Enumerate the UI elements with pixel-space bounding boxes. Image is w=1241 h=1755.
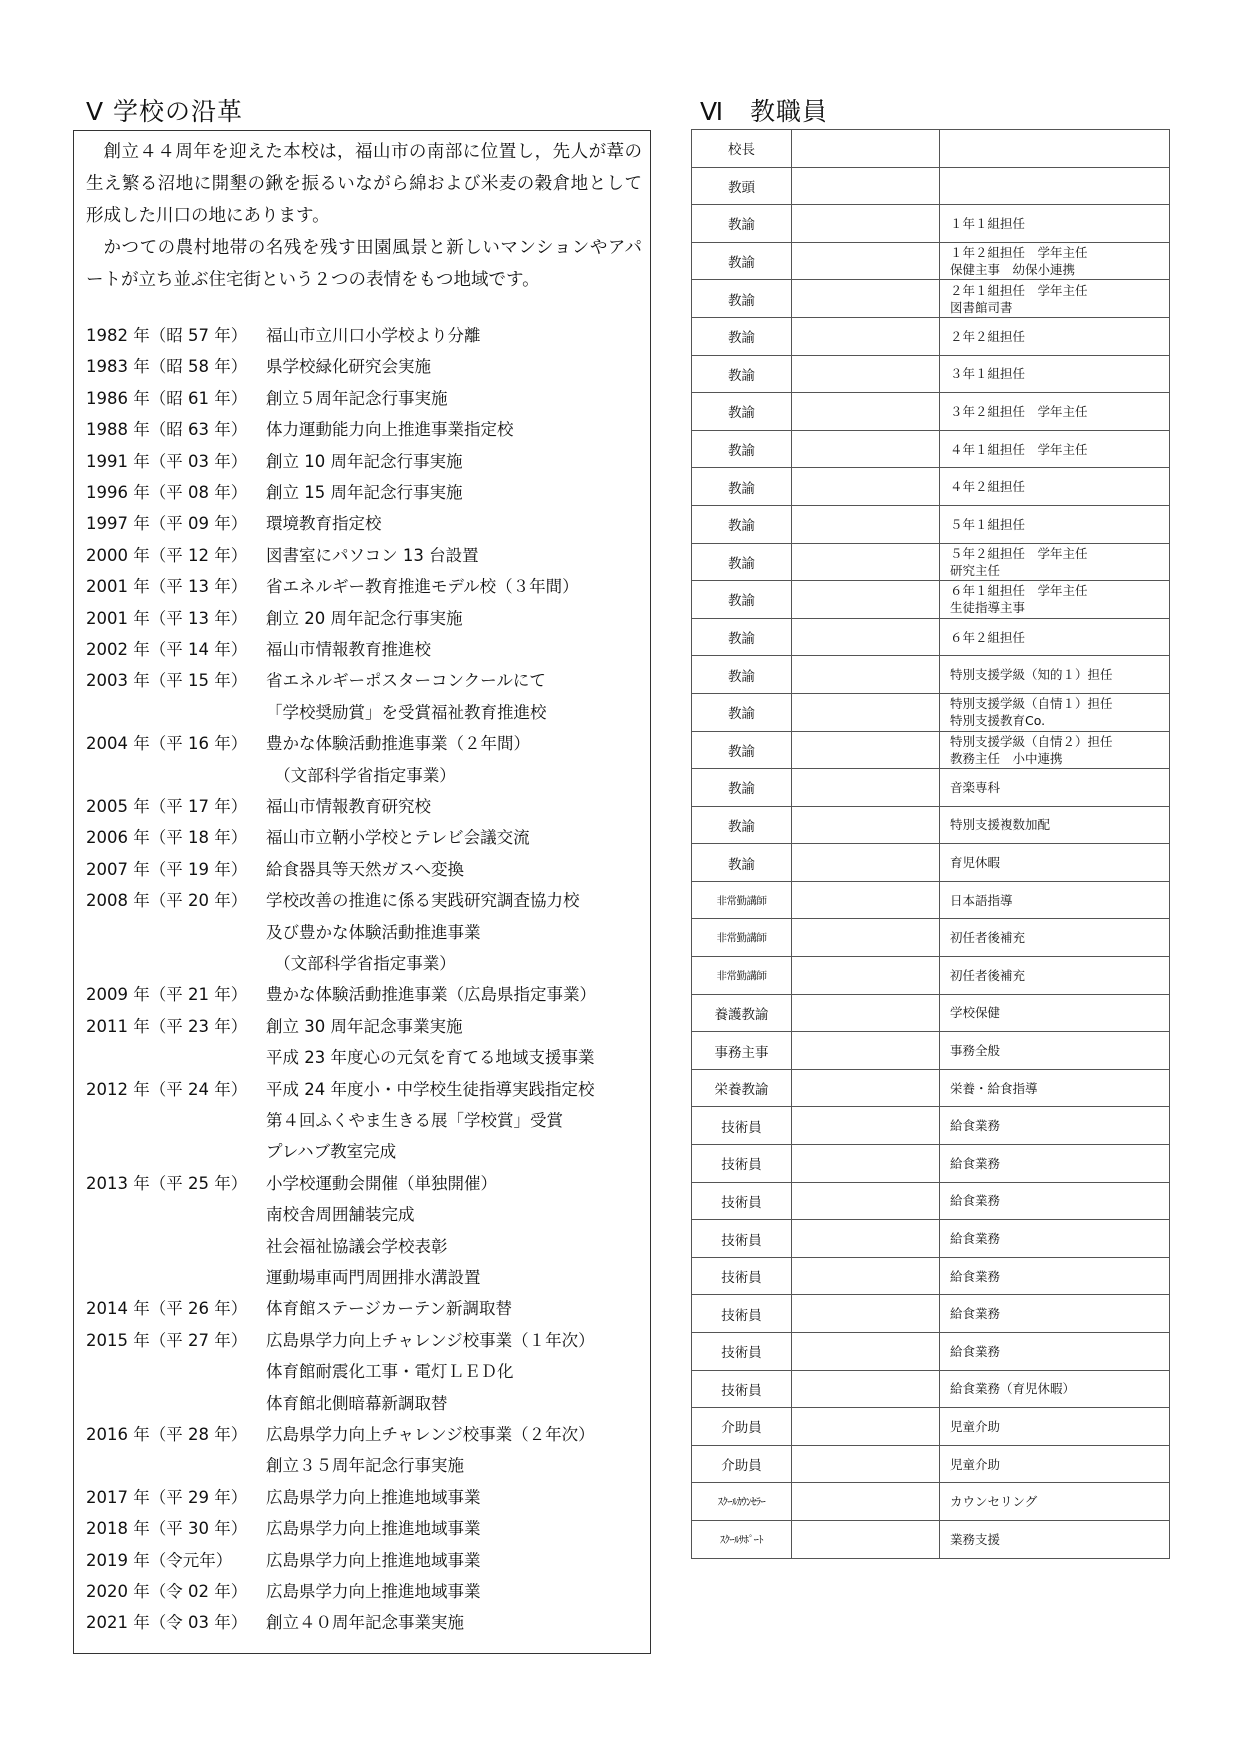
history-entry	[86, 665, 646, 728]
staff-name-cell	[792, 844, 940, 882]
staff-row	[692, 1220, 1170, 1258]
staff-name-cell	[792, 317, 940, 355]
staff-position: 教頭	[692, 167, 792, 205]
history-entry	[86, 1576, 646, 1607]
history-year: 2009 年（平 21 年）	[86, 985, 248, 1005]
staff-duty: ４年１組担任 学年主任	[940, 430, 1170, 468]
staff-duty: 栄養・給食指導	[940, 1069, 1170, 1107]
staff-position: 教諭	[692, 731, 792, 769]
staff-row	[692, 618, 1170, 656]
staff-name-cell	[792, 468, 940, 506]
history-event: 体育館耐震化工事・電灯ＬＥＤ化	[266, 1362, 514, 1382]
staff-row	[692, 430, 1170, 468]
staff-position: 介助員	[692, 1408, 792, 1446]
history-event: 広島県学力向上推進地域事業	[266, 1550, 481, 1570]
history-event: 学校改善の推進に係る実践研究調査協力校	[266, 891, 580, 911]
staff-name-cell	[792, 581, 940, 619]
staff-row	[692, 543, 1170, 581]
history-year: 1997 年（平 09 年）	[86, 514, 248, 534]
staff-row	[692, 205, 1170, 243]
staff-name-cell	[792, 430, 940, 468]
staff-position: 教諭	[692, 505, 792, 543]
history-entry	[86, 508, 646, 539]
staff-name-cell	[792, 994, 940, 1032]
staff-position: 技術員	[692, 1220, 792, 1258]
staff-row	[692, 881, 1170, 919]
staff-position: 栄養教諭	[692, 1069, 792, 1107]
staff-duty: ６年１組担任 学年主任 生徒指導主事	[940, 581, 1170, 619]
staff-name-cell	[792, 1145, 940, 1183]
staff-duty: 事務全般	[940, 1032, 1170, 1070]
staff-row	[692, 994, 1170, 1032]
history-events	[266, 1545, 646, 1576]
staff-position: 教諭	[692, 581, 792, 619]
history-events	[266, 885, 646, 979]
staff-position: 教諭	[692, 468, 792, 506]
staff-row	[692, 1295, 1170, 1333]
staff-row	[692, 731, 1170, 769]
staff-name-cell	[792, 656, 940, 694]
history-event: 広島県学力向上チャレンジ校事業（１年次）	[266, 1330, 595, 1350]
staff-row	[692, 844, 1170, 882]
staff-row	[692, 355, 1170, 393]
staff-duty: 給食業務	[940, 1295, 1170, 1333]
history-event: 創立３５周年記念行事実施	[266, 1456, 464, 1476]
history-event: 広島県学力向上推進地域事業	[266, 1581, 481, 1601]
staff-row	[692, 1145, 1170, 1183]
staff-row	[692, 505, 1170, 543]
history-entry	[86, 1482, 646, 1513]
staff-row	[692, 919, 1170, 957]
history-event: 福山市立川口小学校より分離	[266, 326, 481, 345]
staff-duty: ２年１組担任 学年主任 図書館司書	[940, 280, 1170, 318]
history-entry	[86, 1168, 646, 1294]
history-event: 創立 30 周年記念事業実施	[266, 1016, 463, 1036]
staff-duty: １年１組担任	[940, 205, 1170, 243]
staff-row	[692, 693, 1170, 731]
history-events	[266, 1607, 646, 1638]
history-events	[266, 1011, 646, 1074]
history-entry	[86, 1325, 646, 1419]
history-year: 2021 年（令 03 年）	[86, 1613, 248, 1633]
staff-name-cell	[792, 919, 940, 957]
history-events	[266, 320, 646, 351]
staff-position: 教諭	[692, 693, 792, 731]
history-events	[266, 383, 646, 414]
staff-name-cell	[792, 393, 940, 431]
history-events	[266, 351, 646, 382]
staff-name-cell	[792, 806, 940, 844]
staff-duty: 特別支援学級（知的１）担任	[940, 656, 1170, 694]
history-events	[266, 477, 646, 508]
history-events	[266, 603, 646, 634]
staff-position: 教諭	[692, 317, 792, 355]
staff-duty: 初任者後補充	[940, 919, 1170, 957]
history-box	[73, 130, 651, 1654]
staff-name-cell	[792, 205, 940, 243]
history-event: 広島県学力向上チャレンジ校事業（２年次）	[266, 1424, 595, 1444]
staff-name-cell	[792, 1182, 940, 1220]
staff-row	[692, 1257, 1170, 1295]
staff-row	[692, 317, 1170, 355]
history-year: 1986 年（昭 61 年）	[86, 388, 248, 408]
staff-position: ｽｸｰﾙｶｳﾝｾﾗｰ	[692, 1483, 792, 1521]
history-intro	[86, 136, 642, 296]
history-event: 省エネルギー教育推進モデル校（３年間）	[266, 577, 579, 597]
staff-name-cell	[792, 693, 940, 731]
history-event: 及び豊かな体験活動推進事業	[266, 922, 481, 942]
staff-duty: 特別支援複数加配	[940, 806, 1170, 844]
history-entry	[86, 477, 646, 508]
history-entry	[86, 1545, 646, 1576]
intro-paragraph: 創立４４周年を迎えた本校は，福山市の南部に位置し，先人が葦の生え繁る沼地に開墾の鍬を振るいながら綿および米麦の穀倉地として形成した川口の地にあります。	[86, 142, 642, 226]
staff-name-cell	[792, 355, 940, 393]
staff-duty: ６年２組担任	[940, 618, 1170, 656]
history-event: 環境教育指定校	[266, 514, 382, 534]
staff-position: 技術員	[692, 1257, 792, 1295]
history-event: 図書室にパソコン 13 台設置	[266, 545, 479, 565]
history-entry	[86, 1011, 646, 1074]
staff-name-cell	[792, 618, 940, 656]
history-year: 1991 年（平 03 年）	[86, 451, 248, 471]
history-event: 創立 10 周年記念行事実施	[266, 451, 463, 471]
staff-duty: 児童介助	[940, 1445, 1170, 1483]
history-event: 南校舎周囲舗装完成	[266, 1205, 415, 1225]
staff-row	[692, 393, 1170, 431]
staff-row	[692, 581, 1170, 619]
history-year: 2000 年（平 12 年）	[86, 545, 248, 565]
history-event: 平成 24 年度小・中学校生徒指導実践指定校	[266, 1079, 595, 1099]
staff-position: 非常勤講師	[692, 919, 792, 957]
history-year: 2004 年（平 16 年）	[86, 734, 248, 754]
staff-name-cell	[792, 1520, 940, 1558]
staff-duty: 音楽専科	[940, 769, 1170, 807]
history-section-title: Ⅴ 学校の沿革	[86, 97, 244, 126]
history-events	[266, 634, 646, 665]
staff-duty: 給食業務	[940, 1220, 1170, 1258]
staff-position: 教諭	[692, 280, 792, 318]
staff-name-cell	[792, 1069, 940, 1107]
staff-duty	[940, 130, 1170, 168]
history-events	[266, 1293, 646, 1324]
staff-row	[692, 1483, 1170, 1521]
staff-table-body	[692, 130, 1170, 1559]
history-year: 2015 年（平 27 年）	[86, 1330, 248, 1350]
staff-position: 技術員	[692, 1370, 792, 1408]
staff-duty: 日本語指導	[940, 881, 1170, 919]
history-entry	[86, 540, 646, 571]
history-entry	[86, 885, 646, 979]
history-year: 2006 年（平 18 年）	[86, 828, 248, 848]
history-year: 2001 年（平 13 年）	[86, 577, 248, 597]
history-event: 社会福祉協議会学校表彰	[266, 1236, 448, 1256]
history-events	[266, 1419, 646, 1482]
staff-row	[692, 656, 1170, 694]
history-event: 広島県学力向上推進地域事業	[266, 1519, 481, 1539]
history-event: 「学校奨励賞」を受賞福祉教育推進校	[266, 702, 547, 722]
staff-position: 教諭	[692, 618, 792, 656]
staff-row	[692, 1445, 1170, 1483]
staff-duty: 給食業務	[940, 1107, 1170, 1145]
history-event: （文部科学省指定事業）	[266, 954, 456, 974]
staff-table	[691, 129, 1170, 1559]
staff-duty: ５年１組担任	[940, 505, 1170, 543]
staff-duty: 給食業務	[940, 1257, 1170, 1295]
staff-position: 介助員	[692, 1445, 792, 1483]
history-entry	[86, 822, 646, 853]
history-year: 2002 年（平 14 年）	[86, 640, 248, 660]
history-events	[266, 1482, 646, 1513]
history-year: 1983 年（昭 58 年）	[86, 357, 248, 377]
staff-duty: 給食業務（育児休暇）	[940, 1370, 1170, 1408]
history-entry	[86, 320, 646, 351]
history-year: 2013 年（平 25 年）	[86, 1173, 248, 1193]
staff-name-cell	[792, 1295, 940, 1333]
staff-position: 事務主事	[692, 1032, 792, 1070]
history-event: 豊かな体験活動推進事業（広島県指定事業）	[266, 985, 596, 1005]
staff-position: 校長	[692, 130, 792, 168]
staff-name-cell	[792, 731, 940, 769]
staff-row	[692, 1032, 1170, 1070]
staff-row	[692, 1182, 1170, 1220]
history-events	[266, 854, 646, 885]
staff-row	[692, 468, 1170, 506]
history-entry	[86, 414, 646, 445]
history-entry	[86, 1074, 646, 1168]
staff-duty: ３年１組担任	[940, 355, 1170, 393]
staff-duty: ２年２組担任	[940, 317, 1170, 355]
history-event: 体育館北側暗幕新調取替	[266, 1393, 448, 1413]
history-year: 2005 年（平 17 年）	[86, 797, 248, 817]
history-events	[266, 446, 646, 477]
staff-name-cell	[792, 1220, 940, 1258]
history-events	[266, 1168, 646, 1294]
history-events	[266, 979, 646, 1010]
history-events	[266, 508, 646, 539]
staff-position: 技術員	[692, 1145, 792, 1183]
staff-name-cell	[792, 130, 940, 168]
history-event: 運動場車両門周囲排水溝設置	[266, 1267, 481, 1287]
history-entry	[86, 1293, 646, 1324]
staff-row	[692, 280, 1170, 318]
history-event: 第４回ふくやま生きる展「学校賞」受賞	[266, 1111, 563, 1130]
staff-row	[692, 957, 1170, 995]
staff-position: 非常勤講師	[692, 881, 792, 919]
staff-position: 技術員	[692, 1295, 792, 1333]
staff-duty: 給食業務	[940, 1145, 1170, 1183]
history-event: プレハブ教室完成	[266, 1142, 397, 1162]
staff-name-cell	[792, 1257, 940, 1295]
history-year: 2018 年（平 30 年）	[86, 1519, 248, 1539]
staff-position: 教諭	[692, 430, 792, 468]
staff-position: 技術員	[692, 1182, 792, 1220]
history-events	[266, 728, 646, 791]
history-event: 創立 20 周年記念行事実施	[266, 608, 463, 628]
history-event: 給食器具等天然ガスへ変換	[266, 859, 464, 879]
staff-duty: 児童介助	[940, 1408, 1170, 1446]
history-entry	[86, 351, 646, 382]
staff-name-cell	[792, 242, 940, 280]
history-year: 2012 年（平 24 年）	[86, 1079, 248, 1099]
staff-position: 教諭	[692, 543, 792, 581]
staff-section-title: Ⅵ 教職員	[700, 97, 829, 126]
staff-position: 教諭	[692, 656, 792, 694]
history-entry	[86, 383, 646, 414]
staff-row	[692, 1370, 1170, 1408]
staff-row	[692, 130, 1170, 168]
history-entry	[86, 603, 646, 634]
history-year: 2016 年（平 28 年）	[86, 1424, 248, 1444]
staff-row	[692, 1107, 1170, 1145]
history-events	[266, 1513, 646, 1544]
staff-name-cell	[792, 543, 940, 581]
staff-position: 教諭	[692, 769, 792, 807]
history-entry	[86, 1419, 646, 1482]
staff-row	[692, 242, 1170, 280]
staff-duty: 学校保健	[940, 994, 1170, 1032]
history-year: 2008 年（平 20 年）	[86, 891, 248, 911]
staff-position: 教諭	[692, 806, 792, 844]
history-entry	[86, 446, 646, 477]
history-event: 小学校運動会開催（単独開催）	[266, 1173, 497, 1193]
staff-name-cell	[792, 1333, 940, 1371]
staff-duty: ３年２組担任 学年主任	[940, 393, 1170, 431]
history-year: 2011 年（平 23 年）	[86, 1016, 248, 1036]
intro-paragraph: かつての農村地帯の名残を残す田園風景と新しいマンションやアパートが立ち並ぶ住宅街という２つの表情をもつ地域です。	[86, 238, 642, 290]
history-year: 1988 年（昭 63 年）	[86, 420, 248, 440]
history-entry	[86, 979, 646, 1010]
staff-name-cell	[792, 167, 940, 205]
history-entry	[86, 1513, 646, 1544]
history-entry	[86, 1607, 646, 1638]
history-list	[86, 320, 646, 1639]
staff-duty: 初任者後補充	[940, 957, 1170, 995]
history-events	[266, 1325, 646, 1419]
history-entry	[86, 634, 646, 665]
staff-row	[692, 1520, 1170, 1558]
history-year: 2014 年（平 26 年）	[86, 1299, 248, 1319]
history-events	[266, 571, 646, 602]
history-event: 創立 15 周年記念行事実施	[266, 483, 463, 503]
history-events	[266, 665, 646, 728]
history-entry	[86, 854, 646, 885]
staff-duty: 給食業務	[940, 1333, 1170, 1371]
staff-duty: 特別支援学級（自情１）担任 特別支援教育Co.	[940, 693, 1170, 731]
staff-row	[692, 1333, 1170, 1371]
history-entry	[86, 571, 646, 602]
staff-duty: 育児休暇	[940, 844, 1170, 882]
staff-position: 教諭	[692, 355, 792, 393]
history-event: 平成 23 年度心の元気を育てる地域支援事業	[266, 1048, 595, 1068]
history-event: 県学校緑化研究会実施	[266, 357, 431, 377]
history-event: 福山市情報教育研究校	[266, 797, 431, 817]
history-events	[266, 540, 646, 571]
history-event: 福山市情報教育推進校	[266, 640, 431, 660]
staff-name-cell	[792, 769, 940, 807]
staff-row	[692, 1069, 1170, 1107]
staff-position: 技術員	[692, 1333, 792, 1371]
staff-duty: 給食業務	[940, 1182, 1170, 1220]
history-event: （文部科学省指定事業）	[266, 765, 456, 785]
staff-duty: 業務支援	[940, 1520, 1170, 1558]
staff-position: 技術員	[692, 1107, 792, 1145]
staff-name-cell	[792, 881, 940, 919]
staff-name-cell	[792, 1107, 940, 1145]
staff-row	[692, 769, 1170, 807]
history-year: 1982 年（昭 57 年）	[86, 326, 248, 345]
history-event: 豊かな体験活動推進事業（２年間）	[266, 734, 530, 754]
staff-row	[692, 806, 1170, 844]
staff-name-cell	[792, 1032, 940, 1070]
history-event: 福山市立鞆小学校とテレビ会議交流	[266, 828, 530, 848]
staff-name-cell	[792, 280, 940, 318]
staff-name-cell	[792, 1408, 940, 1446]
staff-position: 教諭	[692, 242, 792, 280]
staff-duty: カウンセリング	[940, 1483, 1170, 1521]
history-events	[266, 1074, 646, 1168]
history-year: 1996 年（平 08 年）	[86, 483, 248, 503]
staff-name-cell	[792, 505, 940, 543]
staff-name-cell	[792, 957, 940, 995]
history-event: 創立４０周年記念事業実施	[266, 1613, 464, 1633]
staff-duty	[940, 167, 1170, 205]
staff-position: 教諭	[692, 205, 792, 243]
history-event: 体育館ステージカーテン新調取替	[266, 1299, 513, 1319]
history-entry	[86, 728, 646, 791]
staff-position: 養護教諭	[692, 994, 792, 1032]
history-year: 2003 年（平 15 年）	[86, 671, 248, 691]
history-events	[266, 791, 646, 822]
history-event: 創立５周年記念行事実施	[266, 388, 448, 408]
staff-row	[692, 167, 1170, 205]
staff-name-cell	[792, 1483, 940, 1521]
staff-row	[692, 1408, 1170, 1446]
staff-position: 教諭	[692, 393, 792, 431]
history-event: 省エネルギーポスターコンクールにて	[266, 671, 546, 691]
history-year: 2017 年（平 29 年）	[86, 1487, 248, 1507]
staff-name-cell	[792, 1370, 940, 1408]
staff-position: ｽｸｰﾙｻﾎﾟｰﾄ	[692, 1520, 792, 1558]
staff-duty: １年２組担任 学年主任 保健主事 幼保小連携	[940, 242, 1170, 280]
staff-duty: ４年２組担任	[940, 468, 1170, 506]
staff-position: 非常勤講師	[692, 957, 792, 995]
history-year: 2020 年（令 02 年）	[86, 1581, 248, 1601]
history-events	[266, 822, 646, 853]
history-year: 2019 年（令元年）	[86, 1550, 233, 1570]
history-year: 2001 年（平 13 年）	[86, 608, 248, 628]
staff-position: 教諭	[692, 844, 792, 882]
history-event: 体力運動能力向上推進事業指定校	[266, 420, 514, 440]
staff-duty: ５年２組担任 学年主任 研究主任	[940, 543, 1170, 581]
history-events	[266, 414, 646, 445]
history-events	[266, 1576, 646, 1607]
staff-duty: 特別支援学級（自情２）担任 教務主任 小中連携	[940, 731, 1170, 769]
history-year: 2007 年（平 19 年）	[86, 859, 248, 879]
history-event: 広島県学力向上推進地域事業	[266, 1487, 481, 1507]
history-entry	[86, 791, 646, 822]
staff-name-cell	[792, 1445, 940, 1483]
